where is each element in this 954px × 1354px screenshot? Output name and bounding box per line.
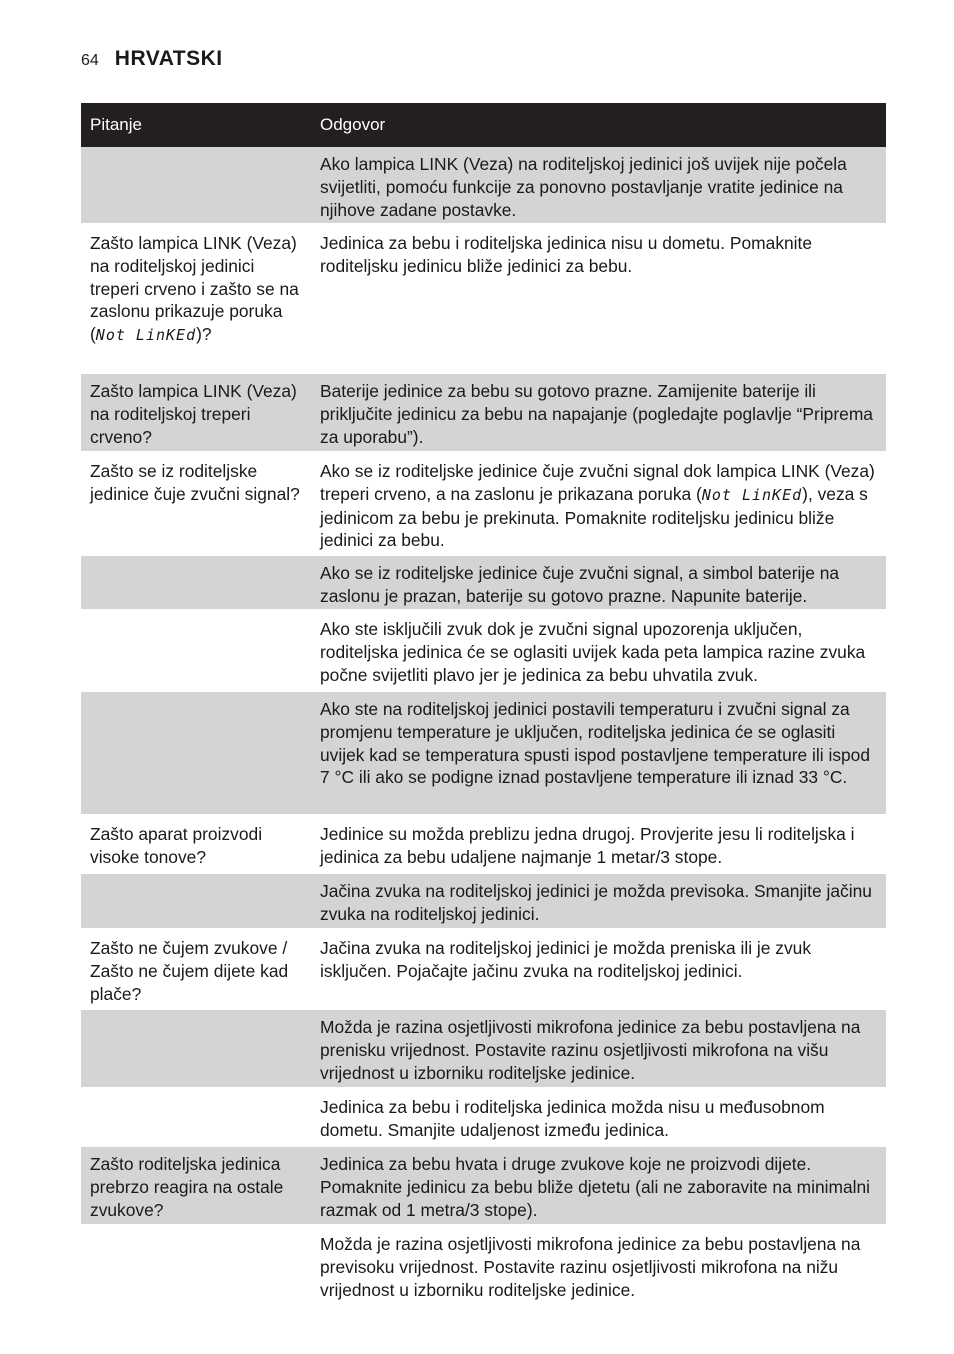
column-header-question: Pitanje xyxy=(90,115,142,134)
page-header xyxy=(81,47,223,71)
answer-cell xyxy=(312,454,886,553)
answer-cell: Jedinice su možda preblizu jedna drugoj. Provjerite jesu li roditeljska i jedinica za bebu udaljene najmanje 1 metar/3 stope. xyxy=(320,824,855,867)
table-row xyxy=(81,817,886,874)
table-row xyxy=(81,226,886,374)
question-text: Zašto lampica LINK (Veza) na roditeljskoj jedinici treperi crveno i zašto se na zaslonu prikazuje poruka ( xyxy=(90,233,299,345)
section-title: HRVATSKI xyxy=(114,47,223,70)
faq-table xyxy=(81,103,886,1307)
table-row xyxy=(81,931,886,1010)
table-row xyxy=(81,1090,886,1147)
answer-cell: Baterije jedinice za bebu su gotovo prazne. Zamijenite baterije ili priključite jedinicu za bebu na napajanje (pogledajte poglavlje “Priprema za uporabu”). xyxy=(320,381,873,447)
answer-cell: Ako lampica LINK (Veza) na roditeljskoj jedinici još uvijek nije počela svijetliti, pomoću funkcije za ponovno postavljanje vratite jedinice na njihove zadane postavke. xyxy=(320,154,847,220)
question-cell: Zašto aparat proizvodi visoke tonove? xyxy=(90,824,263,867)
column-header-answer: Odgovor xyxy=(320,115,386,134)
table-row xyxy=(81,612,886,692)
question-cell xyxy=(81,226,312,371)
table-row xyxy=(81,374,886,454)
question-cell xyxy=(81,1090,312,1144)
question-cell xyxy=(81,147,312,223)
question-cell: Zašto roditeljska jedinica prebrzo reagira na ostale zvukove? xyxy=(90,1154,284,1220)
question-cell: Zašto lampica LINK (Veza) na roditeljskoj treperi crveno? xyxy=(90,381,297,447)
table-row xyxy=(81,1147,886,1227)
answer-cell: Jačina zvuka na roditeljskoj jedinici je možda previsoka. Smanjite jačinu zvuka na roditeljskoj jedinici. xyxy=(320,881,872,924)
lcd-message: Not LinKEd xyxy=(701,485,803,504)
answer-text: Ako se iz roditeljske jedinice čuje zvučni signal dok lampica LINK (Veza) treperi crveno, a na zaslonu je prikazana poruka ( xyxy=(320,461,875,504)
answer-text-end: ), veza s jedinicom za bebu je prekinuta. Pomaknite roditeljsku jedinicu bliže jedinici za bebu. xyxy=(320,483,868,551)
answer-cell: Jedinica za bebu i roditeljska jedinica nisu u dometu. Pomaknite roditeljsku jedinicu bliže jedinici za bebu. xyxy=(320,233,813,276)
question-cell xyxy=(81,612,312,689)
table-row xyxy=(81,147,886,226)
answer-cell: Ako se iz roditeljske jedinice čuje zvučni signal, a simbol baterije na zaslonu je prazan, baterije su gotovo prazne. Napunite baterije. xyxy=(320,563,840,606)
table-row xyxy=(81,874,886,931)
page-number: 64 xyxy=(81,52,99,69)
question-cell: Zašto se iz roditeljske jedinice čuje zvučni signal? xyxy=(90,461,300,504)
table-row xyxy=(81,1227,886,1307)
answer-cell: Možda je razina osjetljivosti mikrofona jedinice za bebu postavljena na prenisku vrijednost. Postavite razinu osjetljivosti mikrofona na višu vrijednost u izborniku roditeljske jedinice. xyxy=(320,1017,861,1083)
answer-cell: Ako ste isključili zvuk dok je zvučni signal upozorenja uključen, roditeljska jedinica će se oglasiti uvijek kada peta lampica razine zvuka počne svijetliti plavo jer je jedinica za bebu uhvatila zvuk. xyxy=(320,619,866,685)
table-row xyxy=(81,556,886,612)
question-cell xyxy=(81,692,312,814)
question-cell xyxy=(81,874,312,928)
table-header xyxy=(81,103,886,147)
answer-cell: Jačina zvuka na roditeljskoj jedinici je možda preniska ili je zvuk isključen. Pojačajte jačinu zvuka na roditeljskoj jedinici. xyxy=(320,938,812,981)
answer-cell: Jedinica za bebu i roditeljska jedinica možda nisu u međusobnom dometu. Smanjite udaljenost između jedinica. xyxy=(320,1097,825,1140)
answer-cell: Možda je razina osjetljivosti mikrofona jedinice za bebu postavljena na previsoku vrijednost. Postavite razinu osjetljivosti mikrofona na nižu vrijednost u izborniku roditeljske jedinice. xyxy=(320,1234,861,1300)
question-cell xyxy=(81,1010,312,1087)
question-cell xyxy=(81,556,312,609)
answer-cell: Ako ste na roditeljskoj jedinici postavili temperaturu i zvučni signal za promjenu temperature je uključen, roditeljska jedinica će se oglasiti uvijek kad se temperatura spusti ispod postavljene temperature ili ispod 7 °C ili ako se podigne iznad postavljene temperature ili iznad 33 °C. xyxy=(320,699,871,788)
question-text-end: )? xyxy=(196,324,212,345)
answer-cell: Jedinica za bebu hvata i druge zvukove koje ne proizvodi dijete. Pomaknite jedinicu za bebu bliže djetetu (ali ne zaboravite na minimalni razmak od 1 metra/3 stope). xyxy=(320,1154,871,1220)
lcd-message: Not LinKEd xyxy=(95,326,197,345)
table-row xyxy=(81,1010,886,1090)
question-cell xyxy=(81,1227,312,1304)
question-cell: Zašto ne čujem zvukove / Zašto ne čujem dijete kad plače? xyxy=(90,938,289,1004)
table-row xyxy=(81,454,886,556)
table-row xyxy=(81,692,886,817)
